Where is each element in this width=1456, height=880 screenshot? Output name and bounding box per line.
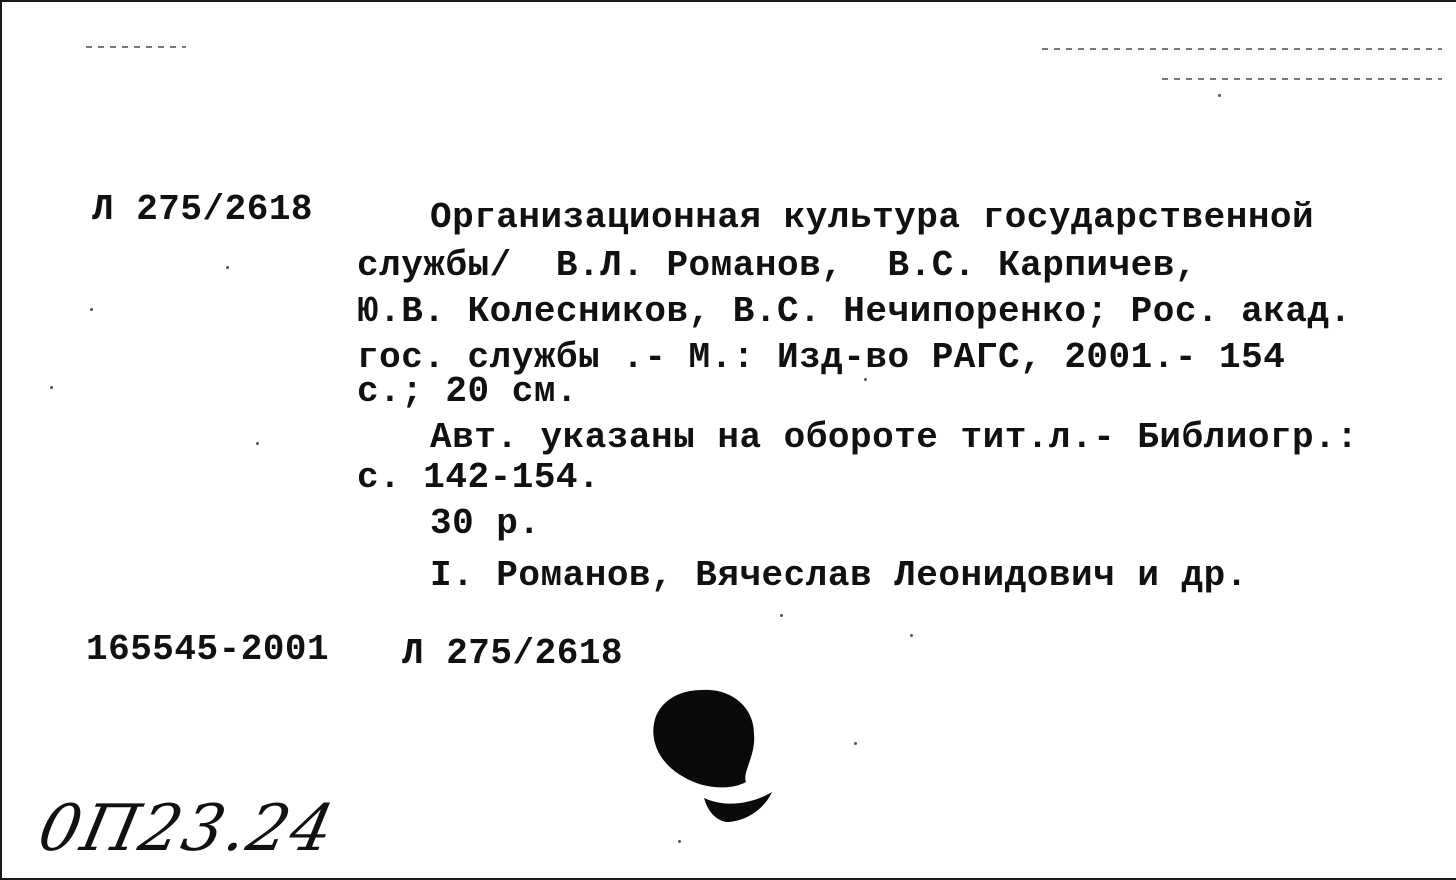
scan-dash xyxy=(1162,78,1442,80)
scan-speck xyxy=(50,386,53,389)
scan-speck xyxy=(910,634,913,637)
footer-call-number: Л 275/2618 xyxy=(402,633,624,674)
ink-blot xyxy=(642,686,782,831)
handwritten-code: 0П23.24 xyxy=(32,792,342,866)
note-line-2: с. 142-154. xyxy=(357,457,601,498)
scan-speck xyxy=(1218,94,1221,97)
note-line-1: Авт. указаны на обороте тит.л.- Библиогр.: xyxy=(430,417,1359,458)
footer-number: 165545-2001 xyxy=(86,629,330,670)
title-line-4: гос. службы .- М.: Изд-во РАГС, 2001.- 154 xyxy=(357,337,1286,378)
price: 30 р. xyxy=(430,503,541,544)
title-line-1: Организационная культура государственной xyxy=(430,197,1315,238)
scan-dash xyxy=(1042,48,1442,50)
scan-speck xyxy=(90,308,93,311)
scan-speck xyxy=(678,840,681,843)
title-line-5: с.; 20 см. xyxy=(357,371,579,412)
title-line-2: службы/ В.Л. Романов, В.С. Карпичев, xyxy=(357,245,1197,286)
scan-speck xyxy=(256,442,259,445)
scan-speck xyxy=(854,742,857,745)
scan-dash xyxy=(86,46,186,48)
added-entry: I. Романов, Вячеслав Леонидович и др. xyxy=(430,555,1248,596)
scan-speck xyxy=(780,614,783,617)
scan-speck xyxy=(226,266,229,269)
call-number: Л 275/2618 xyxy=(92,189,314,230)
scan-speck xyxy=(864,378,867,381)
title-line-3: Ю.В. Колесников, В.С. Нечипоренко; Рос. акад. xyxy=(357,291,1352,332)
